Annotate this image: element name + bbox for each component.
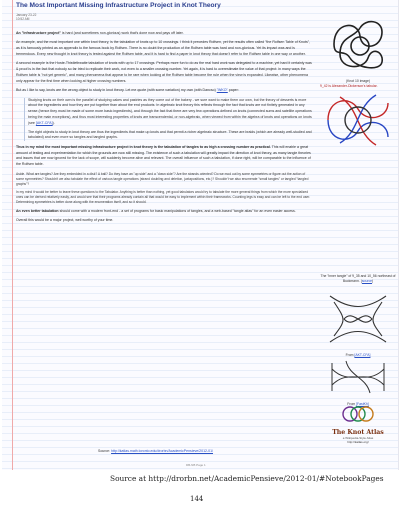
infrastructure-term: An "infrastructure project" — [16, 31, 61, 35]
paragraph-main-claim — [16, 145, 314, 168]
quote-paragraph-tangles: The right objects to study in knot theory are thus the ingredients that make up knots and that permit a richer algebraic structure. These are braids (which are already well-studied and tabulated) and even more so tangles and tangled graphs. — [28, 129, 312, 140]
knot-figure — [320, 14, 396, 84]
inner-tangle-end: ) — [372, 278, 374, 283]
tabular-caption: 9_42 is Alexander-Dickerson's tabular. — [320, 84, 378, 88]
better-tabulation-bold: An even better tabulation — [16, 208, 59, 213]
aside-questions: Aside. What are tangles? Are they embedded in a disk? A ball? Do they have an "up side" and a "down side"? Are the strands oriented? Do we mod out by some symmetries or figure out the action of some symmetries? Shouldn't we also tabulate the effect of various tangle operations (strand doubling and deletion, juxtapositions, etc.)? Shouldn't we also enumerate "small tangles" or tangled "tangled graphs"? — [16, 171, 309, 186]
tangle-figure-akt — [320, 290, 396, 358]
main-claim-rest: This will enable a great amount of testing and experimentation for which the grounds are now still missing. The existence of such a tabulation will greatly impact the direction of knot theory, as many tangle theories and issues that are now ignored for the lack of scope, will suddenly become alive and relevant. The overall influence of such a tabulation, if done right, will be comparable to the influence of the Rolfsen table. — [16, 144, 311, 167]
margin-rule — [12, 0, 13, 470]
source-url-link[interactable]: http://katlas.math.toronto.edu/drorbn/AcademicPensieve/2012-01/ — [111, 449, 213, 453]
aside-tabulator: In my mind it would be better to leave these questions to the Tabulator. Anything is better than nothing, yet good tabulators would try to tabulate the more general things from which the more specialized ones can be derived relatively easily, and would see that their programs already contain all that would be easy to implement within their frameworks. Counting legs is easy and can be left to the end user. Determining symmetries is better done along with the enumeration itself, and so it should. — [16, 190, 311, 205]
source-line[interactable]: Source at http://drorbn.net/AcademicPensieve/2012-01/#NotebookPages — [110, 474, 384, 483]
paragraph-hoste-thistlethwaite: A second example is the Hoste-Thistlethwaite tabulation of knots with up to 17 crossings. Perhaps more fun to do as the real hard work was delegated to a machine, yet hard it certainly was & proof is in the fact that nobody so far tried to replicate their work, not even to a smaller crossing number. Yet again, it is hard to overestimate the value of that project: in many ways the Rolfsen table is "not yet generic", and many phenomena that appear to be rare when looking at the Rolfsen table become the rule when the view is expanded. Likewise, other phenomena only appear for the first time when looking at higher crossing numbers. — [16, 61, 312, 83]
fastkh-link[interactable]: [FastKh] — [356, 402, 369, 406]
notebook-page — [2, 0, 399, 470]
source-label: Source: — [98, 449, 112, 453]
paragraph-infrastructure — [16, 31, 314, 37]
tangle-figure-fastkh — [320, 357, 396, 407]
tangle-akt-icon — [320, 290, 396, 348]
better-tabulation-rest: should come with a modern front-end - a set of programs for basic manipulations of tangles, and a web-based "tangle atlas" for an even easier access. — [58, 208, 296, 213]
paragraph-rolfsen: An example, and the most important one within knot theory, is the tabulation of knots up to 10 crossings. I think it precedes Rolfsen, yet the results often called "the Rolfsen Table of Knots", as it is famously printed as an appendix to the famous book by Rolfsen. There is no doubt the production of the Rolfsen table was hard and non-glorious. Yet its impact was and is tremendous. Every new thought in knot theory is tested against the Rolfsen table, and it is hard to find a paper in knot theory that doesn't refer to the Rolfsen table in one way or another. — [16, 40, 310, 56]
time-line: 10:52 AM — [16, 17, 30, 21]
paragraph-wrong-object — [16, 88, 314, 94]
source-note — [98, 449, 213, 453]
knot-atlas-title: The Knot Atlas — [332, 429, 384, 436]
quote-cakes-text: Studying knots on their own is the parallel of studying cakes and pastries as they come out of the bakery - we sure want to make them our own, but the theory of desserts is more about the ingredients and how they are put together than about the end products. In algebraic knot theory this reflects through the fact that knots are not finitely generated in any sense (hence they must be made of some more basic ingredients), and through the fact that there are very few operations defined on knots (connected sums and satellite operations being the main exceptions), and thus most interesting properties of knots are transcendental, or non-algebraic, when viewed from within the algebra of knots and operations on knots (see — [28, 97, 312, 125]
wrong-object-text: But as I like to say, knots are the wrong object to study in knot theory. Let me quote (with some variation) my own (with Dancso) — [16, 88, 217, 93]
source-link[interactable]: source — [361, 278, 373, 283]
knot-atlas-subtitle: a Wikipedia-Style Atlas — [342, 436, 374, 440]
paragraph-overall: Overall this would be a major project, well worthy of your time. — [16, 218, 114, 223]
quote-paragraph-cakes — [28, 98, 314, 127]
inner-tangle-text: The "inner tangle" of 9_35 and 10_56 northeast of Buckmann. ( — [320, 274, 396, 283]
inner-tangle-caption — [320, 274, 396, 283]
page-date — [16, 13, 36, 21]
main-text — [16, 31, 314, 227]
tangle-fastkh-icon — [320, 357, 396, 397]
knot-diagram-icon — [320, 14, 396, 74]
tangle-figure-colored — [320, 84, 396, 156]
wko-link[interactable]: "WKO" — [216, 88, 228, 93]
infrastructure-definition: is hard (and sometimes non-glorious) work that's done now and pays off later. — [60, 31, 184, 35]
page-number: 144 — [190, 495, 204, 503]
fastkh-caption-text: From — [347, 402, 357, 406]
wko-quote — [24, 98, 314, 142]
inner-tangle-note — [320, 274, 396, 283]
knot-atlas-emblem-icon — [320, 404, 396, 424]
knot-atlas-url[interactable]: http://katlas.org/ — [347, 440, 369, 444]
date-line: January 23-22 — [16, 13, 37, 17]
knot-figure-caption: (Knot 10 image) — [345, 79, 371, 83]
knot-atlas-logo[interactable] — [320, 404, 396, 445]
colored-tangle-icon — [320, 89, 396, 151]
akt-cfa-sidebar-link[interactable]: [AKT-CFA] — [354, 353, 371, 357]
inner-footer: DB-NB Page 1 — [186, 463, 206, 467]
akt-cfa-link[interactable]: [AKT-CFA] — [35, 120, 53, 125]
quote-cakes-end: ). — [52, 120, 55, 125]
paragraph-better-tabulation — [16, 209, 314, 215]
main-claim-bold: Thus in my mind the most important missing infrastructure project in knot theory is the tabulation of tangles to as high a crossing number as practical. — [16, 144, 271, 149]
akt-caption-text: From — [345, 353, 355, 357]
wrong-object-end: paper: — [227, 88, 239, 93]
page-title: The Most Important Missing Infrastructure Project in Knot Theory — [16, 2, 221, 9]
